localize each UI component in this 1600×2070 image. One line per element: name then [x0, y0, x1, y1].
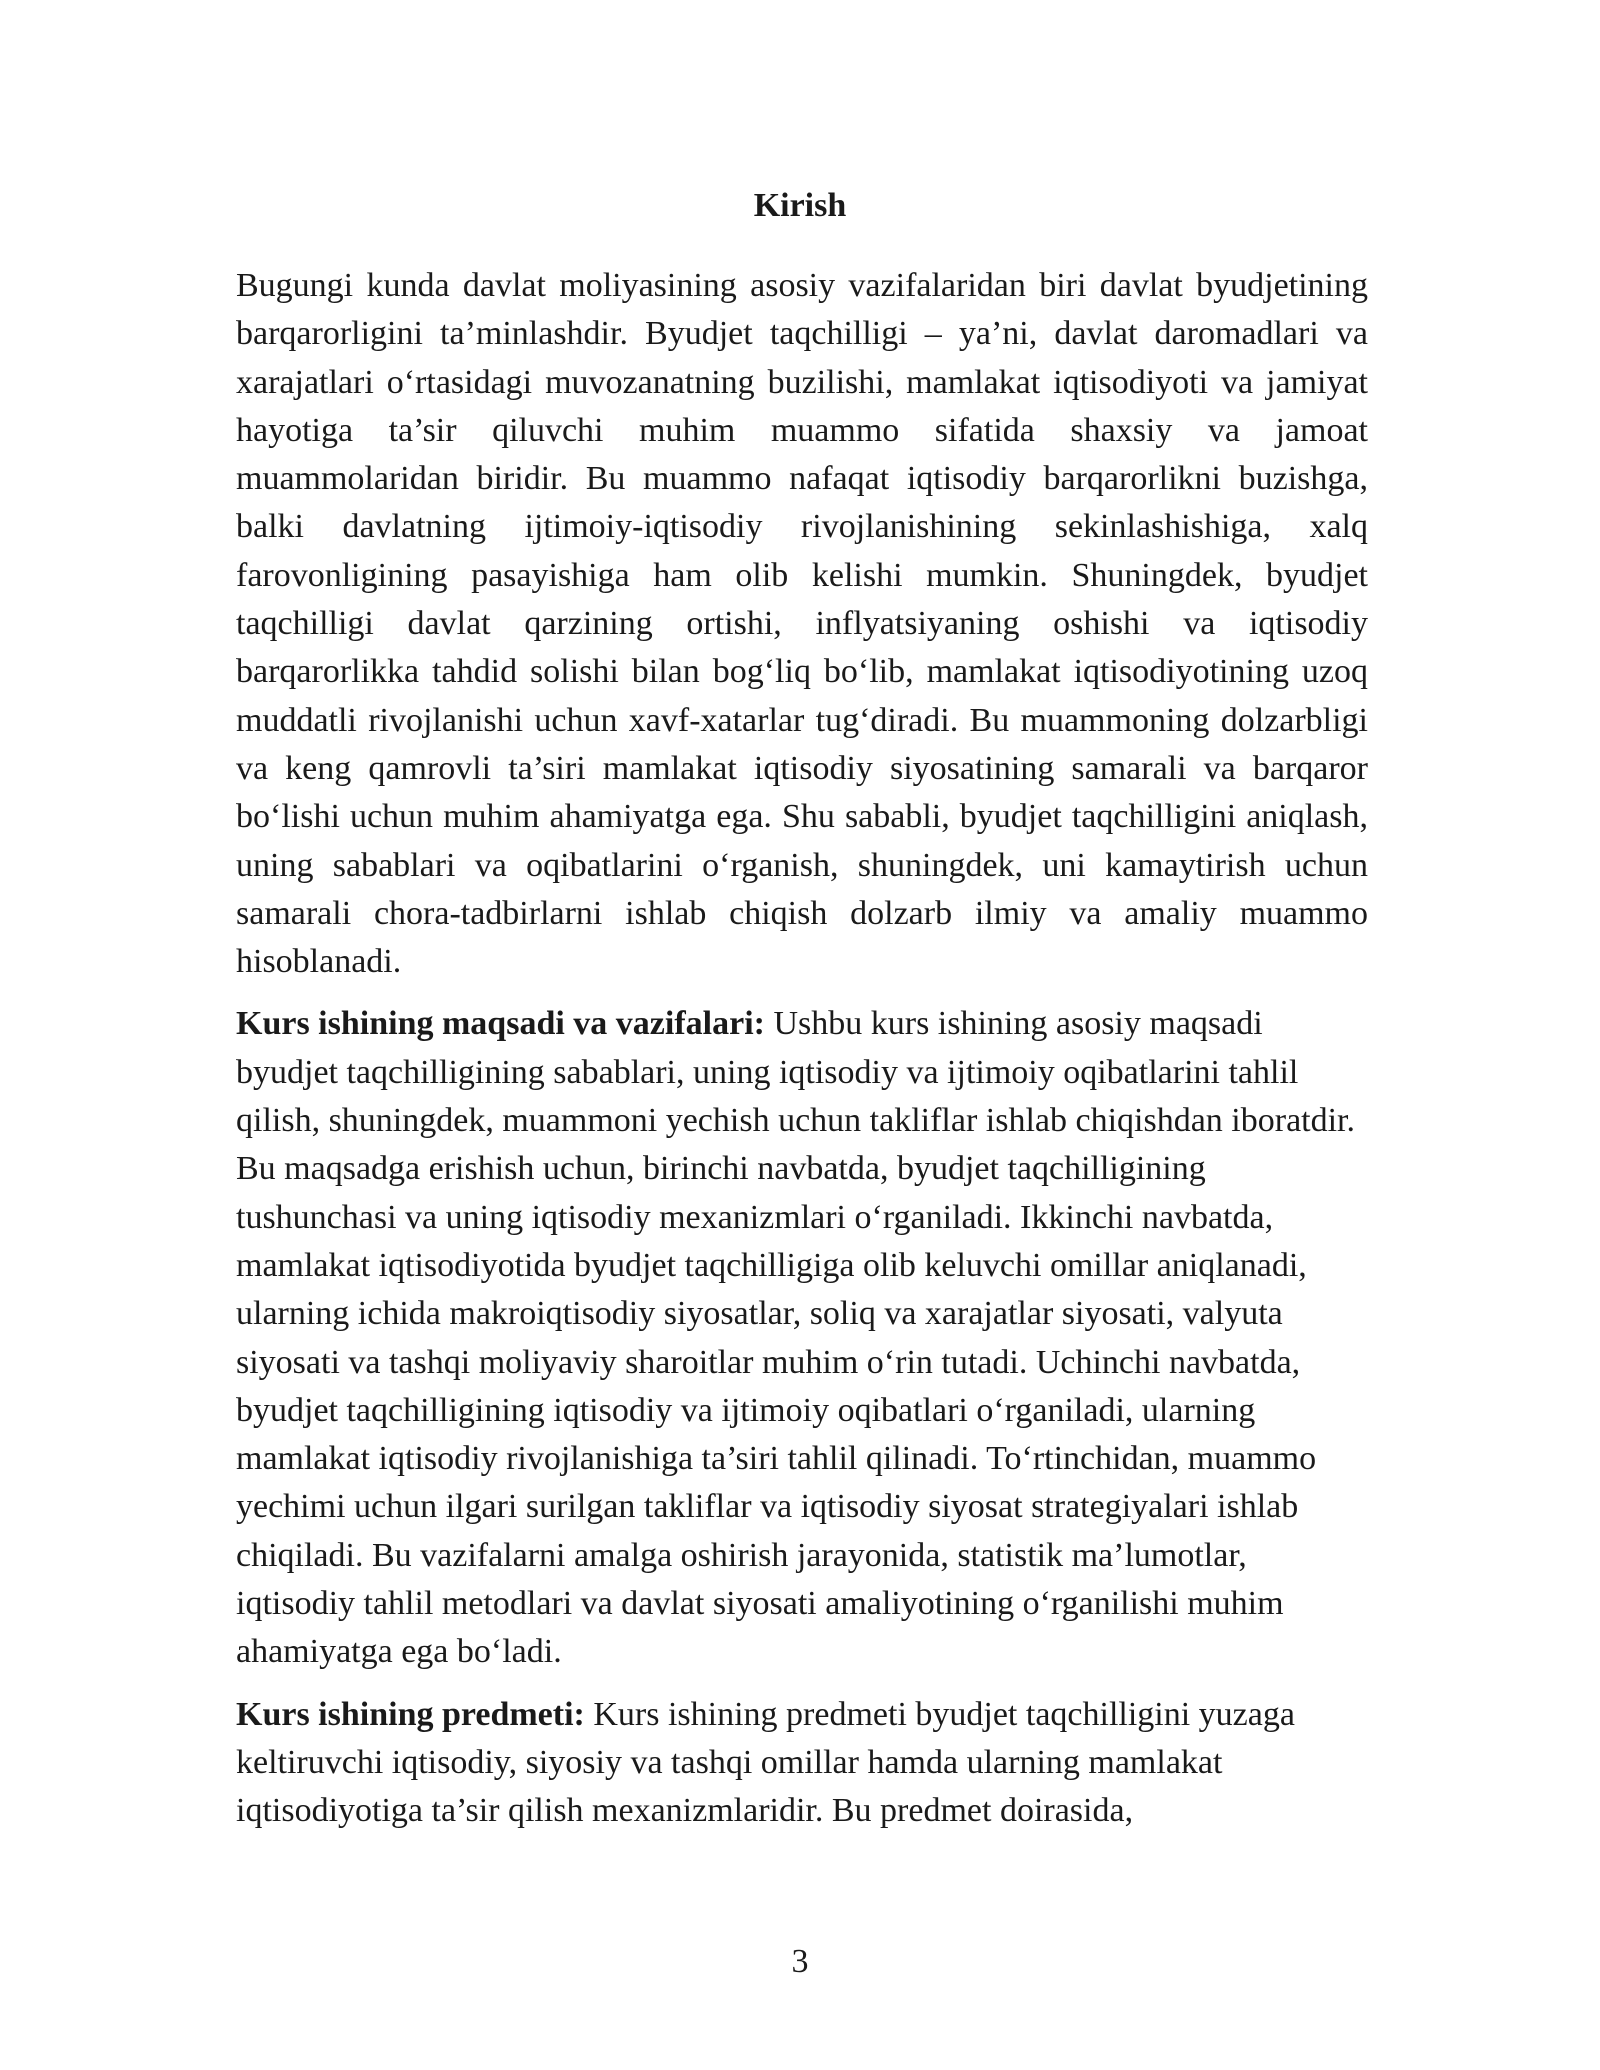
document-body: [236, 262, 1368, 1836]
paragraph-heading: Kurs ishining predmeti:: [236, 1695, 585, 1733]
paragraph-goals-and-tasks: [236, 1000, 1368, 1676]
page-title: Kirish: [753, 187, 847, 224]
paragraph-text: Ushbu kurs ishining asosiy maqsadi byudjet taqchilligining sabablari, uning iqtisodiy va ijtimoiy oqibatlarini tahlil qilish, shuningdek, muammoni yechish uchun takliflar ishlab chiqishdan iboratdir. Bu maqsadga erishish uchun, birinchi navbatda, byudjet taqchilligining tushunchasi va uning iqtisodiy mexanizmlari o‘rganiladi. Ikkinchi navbatda, mamlakat iqtisodiyotida byudjet taqchilligiga olib keluvchi omillar aniqlanadi, ularning ichida makroiqtisodiy siyosatlar, soliq va xarajatlar siyosati, valyuta siyosati va tashqi moliyaviy sharoitlar muhim o‘rin tutadi. Uchinchi navbatda, byudjet taqchilligining iqtisodiy va ijtimoiy oqibatlari o‘rganiladi, ularning mamlakat iqtisodiy rivojlanishiga ta’siri tahlil qilinadi. To‘rtinchidan, muammo yechimi uchun ilgari surilgan takliflar va iqtisodiy siyosat strategiyalari ishlab chiqiladi. Bu vazifalarni amalga oshirish jarayonida, statistik ma’lumotlar, iqtisodiy tahlil metodlari va davlat siyosati amaliyotining o‘rganilishi muhim ahamiyatga ega bo‘ladi.: [236, 1005, 1355, 1671]
paragraph-introduction: [236, 262, 1368, 986]
paragraph-text: Kurs ishining predmeti byudjet taqchilligini yuzaga keltiruvchi iqtisodiy, siyosiy va tashqi omillar hamda ularning mamlakat iqtisodiyotiga ta’sir qilish mexanizmlaridir. Bu predmet doirasida,: [236, 1695, 1295, 1830]
paragraph-heading: Kurs ishining maqsadi va vazifalari:: [236, 1005, 765, 1043]
page-number: 3: [791, 1943, 809, 1980]
paragraph-subject: [236, 1691, 1368, 1836]
paragraph-text: Bugungi kunda davlat moliyasining asosiy vazifalaridan biri davlat byudjetining barqarorligini ta’minlashdir. Byudjet taqchilligi – ya’ni, davlat daromadlari va xarajatlari o‘rtasidagi muvozanatning buzilishi, mamlakat iqtisodiyoti va jamiyat hayotiga ta’sir qiluvchi muhim muammo sifatida shaxsiy va jamoat muammolaridan biridir. Bu muammo nafaqat iqtisodiy barqarorlikni buzishga, balki davlatning ijtimoiy-iqtisodiy rivojlanishining sekinlashishiga, xalq farovonligining pasayishiga ham olib kelishi mumkin. Shuningdek, byudjet taqchilligi davlat qarzining ortishi, inflyatsiyaning oshishi va iqtisodiy barqarorlikka tahdid solishi bilan bog‘liq bo‘lib, mamlakat iqtisodiyotining uzoq muddatli rivojlanishi uchun xavf-xatarlar tug‘diradi. Bu muammoning dolzarbligi va keng qamrovli ta’siri mamlakat iqtisodiy siyosatining samarali va barqaror bo‘lishi uchun muhim ahamiyatga ega. Shu sababli, byudjet taqchilligini aniqlash, uning sabablari va oqibatlarini o‘rganish, shuningdek, uni kamaytirish uchun samarali chora-tadbirlarni ishlab chiqish dolzarb ilmiy va amaliy muammo hisoblanadi.: [236, 267, 1368, 981]
